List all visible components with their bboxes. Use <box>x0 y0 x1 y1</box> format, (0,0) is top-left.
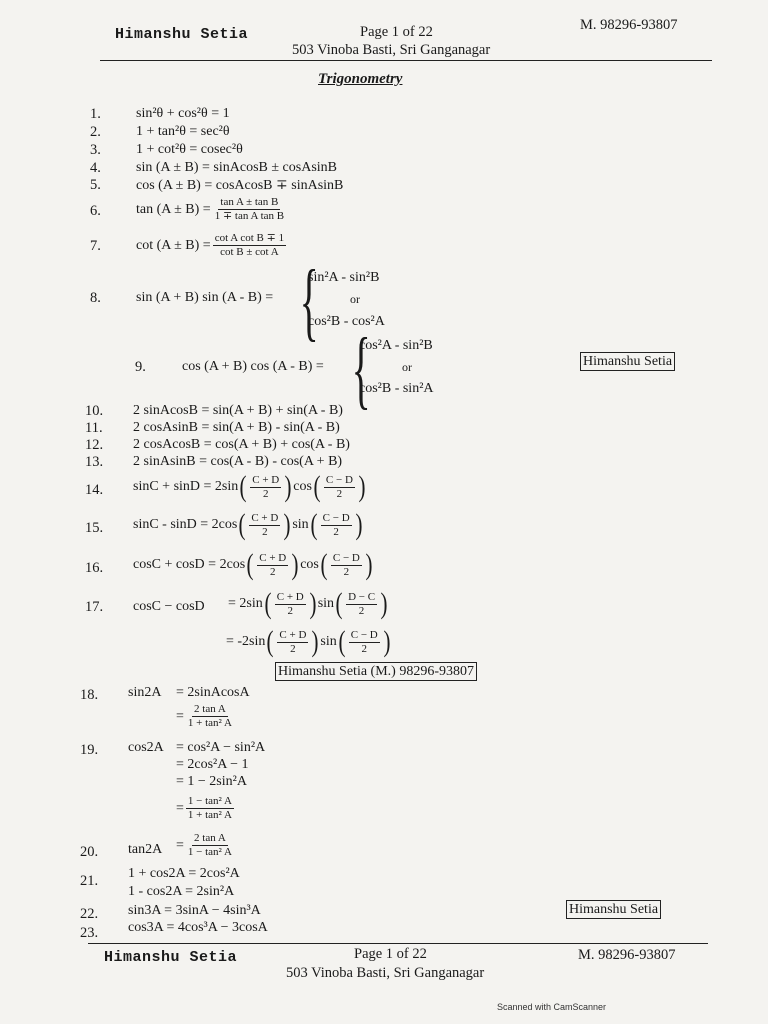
formula-8-or: or <box>350 292 360 306</box>
formula-19-eq: = <box>176 800 184 816</box>
formula-11: 2 cosAsinB = sin(A + B) - sin(A - B) <box>133 420 340 435</box>
formula-4: sin (A ± B) = sinAcosB ± cosAsinB <box>136 160 337 175</box>
fraction-denominator: 2 <box>263 487 269 500</box>
fraction-numerator: C + D <box>252 473 280 486</box>
formula-20-eq: = <box>176 837 184 853</box>
formula-number: 20. <box>80 844 99 860</box>
formula-number: 16. <box>85 560 104 576</box>
formula-6-lhs: tan (A ± B) = <box>136 201 211 217</box>
fraction-denominator: 1 − tan² A <box>187 846 232 858</box>
header-address: 503 Vinoba Basti, Sri Ganganagar <box>292 42 491 58</box>
scanner-watermark: Scanned with CamScanner <box>497 1002 607 1012</box>
footer-name: Himanshu Setia <box>104 949 238 966</box>
formula-16-lhs: cosC + cosD = 2cos <box>133 557 246 572</box>
fraction-numerator: tan A ± tan B <box>220 196 279 208</box>
formula-19-rhs-4 <box>176 795 236 822</box>
header-name: Himanshu Setia <box>115 26 249 43</box>
formula-17-rhs2-lead: = -2sin <box>226 634 266 649</box>
formula-17-rhs-2: = -2sin ( $\frac{C + D}{2}$ ) sin ( $\frac{C - D}{2}$ ) <box>226 625 391 658</box>
fraction-denominator: 2 <box>290 642 296 655</box>
formula-15-lhs: sinC - sinD = 2cos <box>133 517 238 532</box>
formula-number: 21. <box>80 873 99 889</box>
formula-number: 6. <box>90 203 101 219</box>
fraction-denominator: 2 <box>358 604 365 617</box>
fraction-denominator: 2 <box>269 565 276 578</box>
fraction-numerator: C + D <box>251 511 279 524</box>
formula-18-eq: = <box>176 708 184 724</box>
formula-13: 2 sinAsinB = cos(A - B) - cos(A + B) <box>133 454 343 469</box>
formula-6 <box>136 196 288 223</box>
header-rule <box>100 60 712 61</box>
fraction-denominator: cot B ± cot A <box>220 246 279 258</box>
formula-6-fraction <box>213 196 286 223</box>
author-stamp: Himanshu Setia <box>580 352 675 371</box>
fraction-numerator: C + D <box>276 590 304 603</box>
author-stamp: Himanshu Setia (M.) 98296-93807 <box>275 662 477 681</box>
fraction-denominator: 2 <box>262 525 268 538</box>
formula-23: cos3A = 4cos³A − 3cosA <box>128 920 268 935</box>
formula-2: 1 + tan²θ = sec²θ <box>136 124 230 139</box>
fraction-denominator: 2 <box>336 487 343 500</box>
formula-number: 1. <box>90 106 101 122</box>
footer-address: 503 Vinoba Basti, Sri Ganganagar <box>286 965 485 981</box>
formula-22: sin3A = 3sinA − 4sin³A <box>128 903 261 918</box>
fraction-numerator: C − D <box>325 473 353 486</box>
formula-number: 12. <box>85 437 104 453</box>
formula-18-lhs: sin2A <box>128 685 162 700</box>
fraction-numerator: 2 tan A <box>194 832 226 844</box>
formula-number: 7. <box>90 238 101 254</box>
fraction-denominator: 1 + tan² A <box>187 717 232 729</box>
formula-21-line-1: 1 + cos2A = 2cos²A <box>128 866 240 881</box>
fraction-denominator: 2 <box>361 642 367 655</box>
formula-number: 10. <box>85 403 104 419</box>
formula-5: cos (A ± B) = cosAcosB ∓ sinAsinB <box>136 178 344 193</box>
formula-8-lhs: sin (A + B) sin (A - B) = <box>136 290 274 305</box>
formula-number: 13. <box>85 454 104 470</box>
footer-rule <box>88 943 708 944</box>
formula-17-rhs-1: = 2sin ( $\frac{C + D}{2}$ ) sin ( $\frac{D - C}{2}$ ) <box>228 587 388 620</box>
formula-number: 5. <box>90 177 101 193</box>
formula-8-case-2: cos²B - cos²A <box>308 314 385 329</box>
formula-9-or: or <box>402 360 412 374</box>
formula-number: 8. <box>90 290 101 306</box>
fraction-numerator: C − D <box>350 628 378 641</box>
formula-19-lhs: cos2A <box>128 740 164 755</box>
fraction-numerator: D − C <box>348 590 376 603</box>
formula-number: 18. <box>80 687 99 703</box>
formula-number: 11. <box>85 420 103 436</box>
formula-14: sinC + sinD = 2sin ( $\frac{C + D}{2}$ ) cos ( $\frac{C - D}{2}$ ) <box>133 470 366 503</box>
formula-19-rhs-2: = 2cos²A − 1 <box>176 757 249 772</box>
formula-15: sinC - sinD = 2cos ( $\frac{C + D}{2}$ ) sin ( $\frac{C - D}{2}$ ) <box>133 508 363 541</box>
formula-number: 17. <box>85 599 104 615</box>
fraction-numerator: C − D <box>332 551 360 564</box>
formula-17-mid: sin <box>320 634 337 649</box>
formula-18-rhs-2 <box>176 703 236 730</box>
formula-number: 15. <box>85 520 104 536</box>
formula-9-case-1: cos²A - sin²B <box>359 338 433 353</box>
header-mobile: M. 98296-93807 <box>580 17 678 33</box>
formula-20-rhs <box>176 832 236 859</box>
fraction-denominator: 2 <box>343 565 350 578</box>
formula-3: 1 + cot²θ = cosec²θ <box>136 142 243 157</box>
formula-number: 3. <box>90 142 101 158</box>
formula-15-mid: sin <box>292 517 309 532</box>
formula-19-rhs-3: = 1 − 2sin²A <box>176 774 247 789</box>
fraction-numerator: C − D <box>322 511 350 524</box>
header-page: Page 1 of 22 <box>360 24 433 40</box>
formula-number: 23. <box>80 925 99 941</box>
author-stamp: Himanshu Setia <box>566 900 661 919</box>
fraction-denominator: 1 ∓ tan A tan B <box>214 210 285 222</box>
fraction-numerator: C + D <box>279 628 307 641</box>
fraction-denominator: 2 <box>287 604 293 617</box>
formula-7-fraction <box>213 232 286 259</box>
left-brace-icon: { <box>299 253 319 350</box>
formula-1: sin²θ + cos²θ = 1 <box>136 106 230 121</box>
formula-16: cosC + cosD = 2cos ( $\frac{C + D}{2}$ ) cos ( $\frac{C - D}{2}$ ) <box>133 548 373 581</box>
fraction-numerator: 1 − tan² A <box>187 795 232 807</box>
formula-9-lhs: cos (A + B) cos (A - B) = <box>182 359 324 374</box>
page-title: Trigonometry <box>318 71 403 87</box>
formula-16-mid: cos <box>300 557 319 572</box>
formula-12: 2 cosAcosB = cos(A + B) + cos(A - B) <box>133 437 350 452</box>
formula-7-lhs: cot (A ± B) = <box>136 237 211 253</box>
footer-page: Page 1 of 22 <box>354 946 427 962</box>
formula-14-mid: cos <box>293 479 312 494</box>
formula-number: 22. <box>80 906 99 922</box>
formula-number: 19. <box>80 742 99 758</box>
fraction-numerator: C + D <box>259 551 287 564</box>
formula-19-rhs-1: = cos²A − sin²A <box>176 740 266 755</box>
formula-14-lhs: sinC + sinD = 2sin <box>133 479 239 494</box>
formula-21-line-2: 1 - cos2A = 2sin²A <box>128 884 235 899</box>
formula-number: 4. <box>90 160 101 176</box>
fraction-denominator: 1 + tan² A <box>187 809 232 821</box>
formula-7 <box>136 232 288 259</box>
fraction-numerator: cot A cot B ∓ 1 <box>214 232 285 244</box>
formula-8-case-1: sin²A - sin²B <box>308 270 380 285</box>
formula-9-case-2: cos²B - sin²A <box>359 381 434 396</box>
fraction-denominator: 2 <box>333 525 339 538</box>
fraction-numerator: 2 tan A <box>194 703 226 715</box>
formula-10: 2 sinAcosB = sin(A + B) + sin(A - B) <box>133 403 343 418</box>
formula-17-rhs1-lead: = 2sin <box>228 596 263 611</box>
formula-18-rhs-1: = 2sinAcosA <box>176 685 250 700</box>
formula-number: 2. <box>90 124 101 140</box>
formula-number: 9. <box>135 359 146 375</box>
left-brace-icon: { <box>351 321 371 418</box>
footer-mobile: M. 98296-93807 <box>578 947 676 963</box>
formula-20-lhs: tan2A <box>128 842 163 857</box>
formula-17-mid: sin <box>317 596 335 611</box>
formula-17-lhs: cosC − cosD <box>133 599 205 614</box>
formula-number: 14. <box>85 482 104 498</box>
